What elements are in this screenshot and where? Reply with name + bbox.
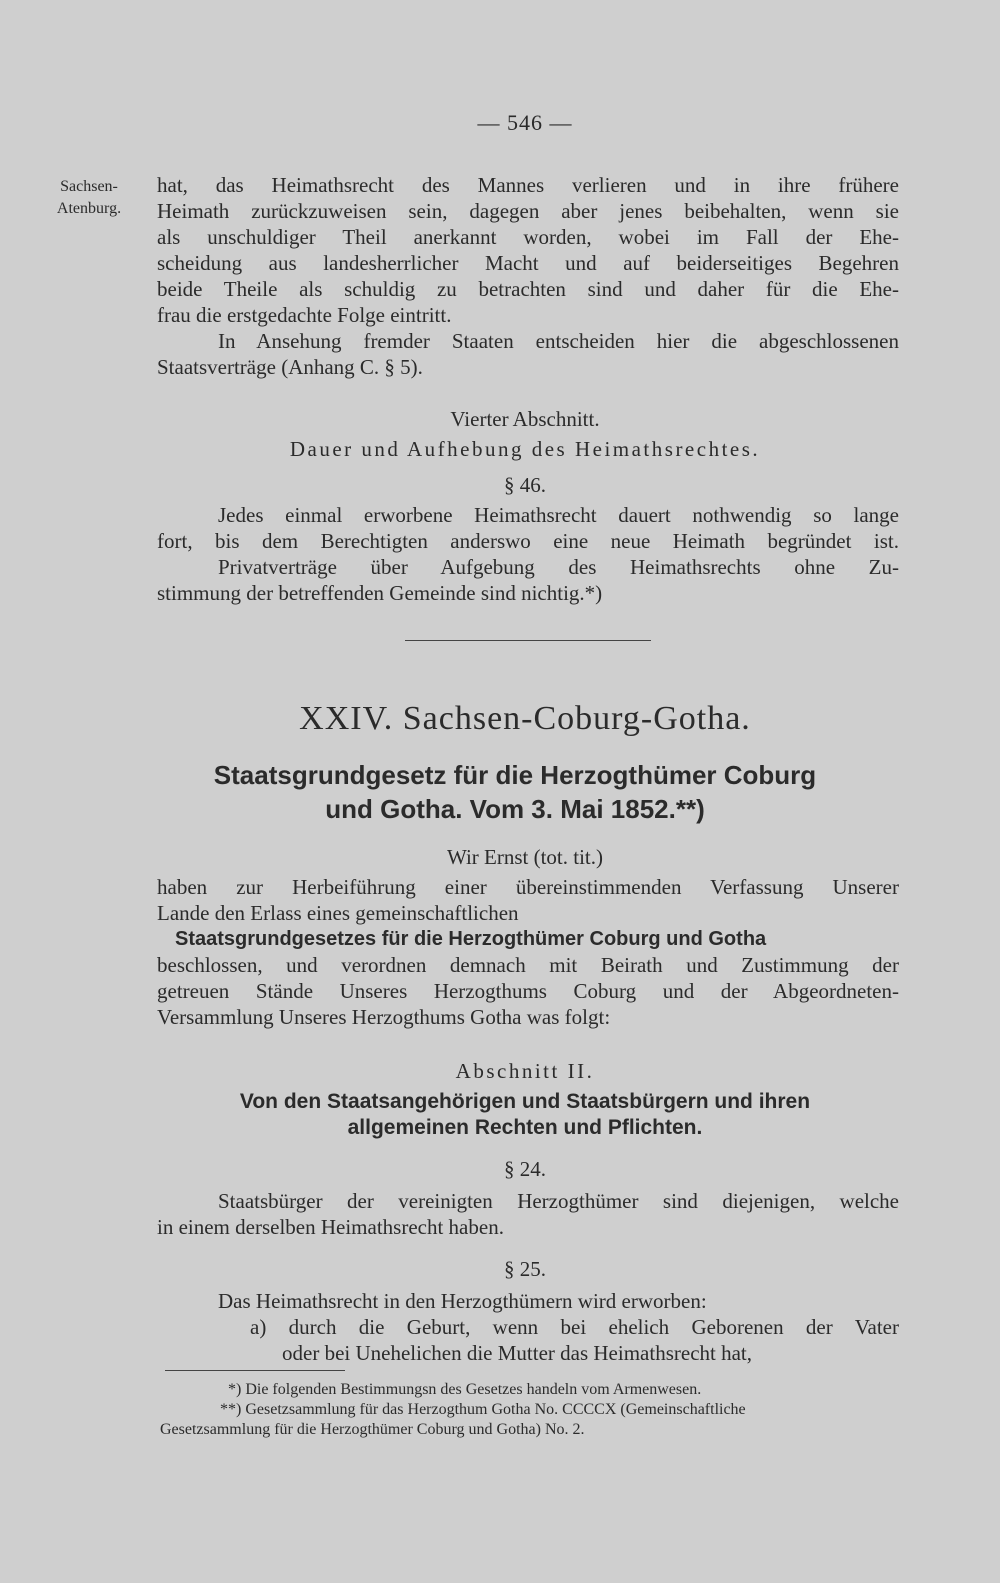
list-item-line: a) durch die Geburt, wenn bei ehelich Geborenen der Vater (250, 1315, 899, 1339)
paragraph-label: § 46. (504, 473, 546, 497)
text-line: Lande den Erlass eines gemeinschaftlichen (157, 901, 519, 925)
footnote: *) Die folgenden Bestimmungsn des Gesetzes handeln vom Armenwesen. (228, 1381, 702, 1398)
text-line: haben zur Herbeiführung einer übereinstimmenden Verfassung Unserer (157, 875, 899, 899)
text-line: fort, bis dem Berechtigten anderswo eine neue Heimath begründet ist. (157, 529, 899, 553)
section-subtitle-line: Von den Staatsangehörigen und Staatsbürgern und ihren (239, 1090, 811, 1113)
section-title: Abschnitt II. (455, 1059, 595, 1083)
margin-note (44, 176, 134, 220)
text-line: Das Heimathsrecht in den Herzogthümern wird erworben: (218, 1289, 707, 1313)
list-item-line: oder bei Unehelichen die Mutter das Heimathsrecht hat, (282, 1341, 752, 1365)
law-title-line: Staatsgrundgesetz für die Herzogthümer Coburg (213, 760, 817, 790)
law-title-line: und Gotha. Vom 3. Mai 1852.**) (325, 794, 705, 824)
text-line: Jedes einmal erworbene Heimathsrecht dauert nothwendig so lange (218, 503, 899, 527)
text-line: Staatsbürger der vereinigten Herzogthümer sind diejenigen, welche (218, 1189, 899, 1213)
footnote: **) Gesetzsammlung für das Herzogthum Gotha No. CCCCX (Gemeinschaftliche (220, 1401, 746, 1418)
paragraph-label: § 24. (504, 1157, 546, 1181)
chapter-heading: XXIV. Sachsen-Coburg-Gotha. (299, 700, 751, 737)
section-subtitle-line: allgemeinen Rechten und Pflichten. (347, 1116, 703, 1139)
paragraph-label: § 25. (504, 1257, 546, 1281)
margin-note-line: Sachsen- (60, 178, 118, 195)
text-line: Heimath zurückzuweisen sein, dagegen aber jenes beibehalten, wenn sie (157, 199, 899, 223)
page-number: — 546 — (477, 110, 573, 135)
text-line: hat, das Heimathsrecht des Mannes verlieren und in ihre frühere (157, 173, 899, 197)
section-subtitle: Dauer und Aufhebung des Heimathsrechtes. (289, 437, 761, 461)
text-line: stimmung der betreffenden Gemeinde sind nichtig.*) (157, 581, 603, 605)
preamble-bold-title: Staatsgrundgesetzes für die Herzogthümer Coburg und Gotha (175, 928, 767, 950)
text-line: Staatsverträge (Anhang C. § 5). (157, 355, 423, 379)
text-line: beschlossen, und verordnen demnach mit Beirath und Zustimmung der (157, 953, 899, 977)
text-line: in einem derselben Heimathsrecht haben. (157, 1215, 504, 1239)
text-line: Versammlung Unseres Herzogthums Gotha was folgt: (157, 1005, 611, 1029)
text-line: getreuen Stände Unseres Herzogthums Coburg und der Abgeordneten- (157, 979, 899, 1003)
text-line: In Ansehung fremder Staaten entscheiden hier die abgeschlossenen (218, 329, 899, 353)
footnote: Gesetzsammlung für die Herzogthümer Coburg und Gotha) No. 2. (160, 1421, 585, 1438)
section-divider (405, 640, 651, 641)
text-line: beide Theile als schuldig zu betrachten sind und daher für die Ehe- (157, 277, 899, 301)
margin-note-line: Atenburg. (56, 200, 122, 217)
text-line: als unschuldiger Theil anerkannt worden, wobei im Fall der Ehe- (157, 225, 899, 249)
text-line: Privatverträge über Aufgebung des Heimathsrechts ohne Zu- (218, 555, 899, 579)
section-title: Vierter Abschnitt. (450, 407, 600, 431)
footnote-divider (165, 1370, 345, 1371)
text-line: scheidung aus landesherrlicher Macht und auf beiderseitiges Begehren (157, 251, 899, 275)
text-line: frau die erstgedachte Folge eintritt. (157, 303, 452, 327)
preamble-head: Wir Ernst (tot. tit.) (446, 845, 604, 869)
